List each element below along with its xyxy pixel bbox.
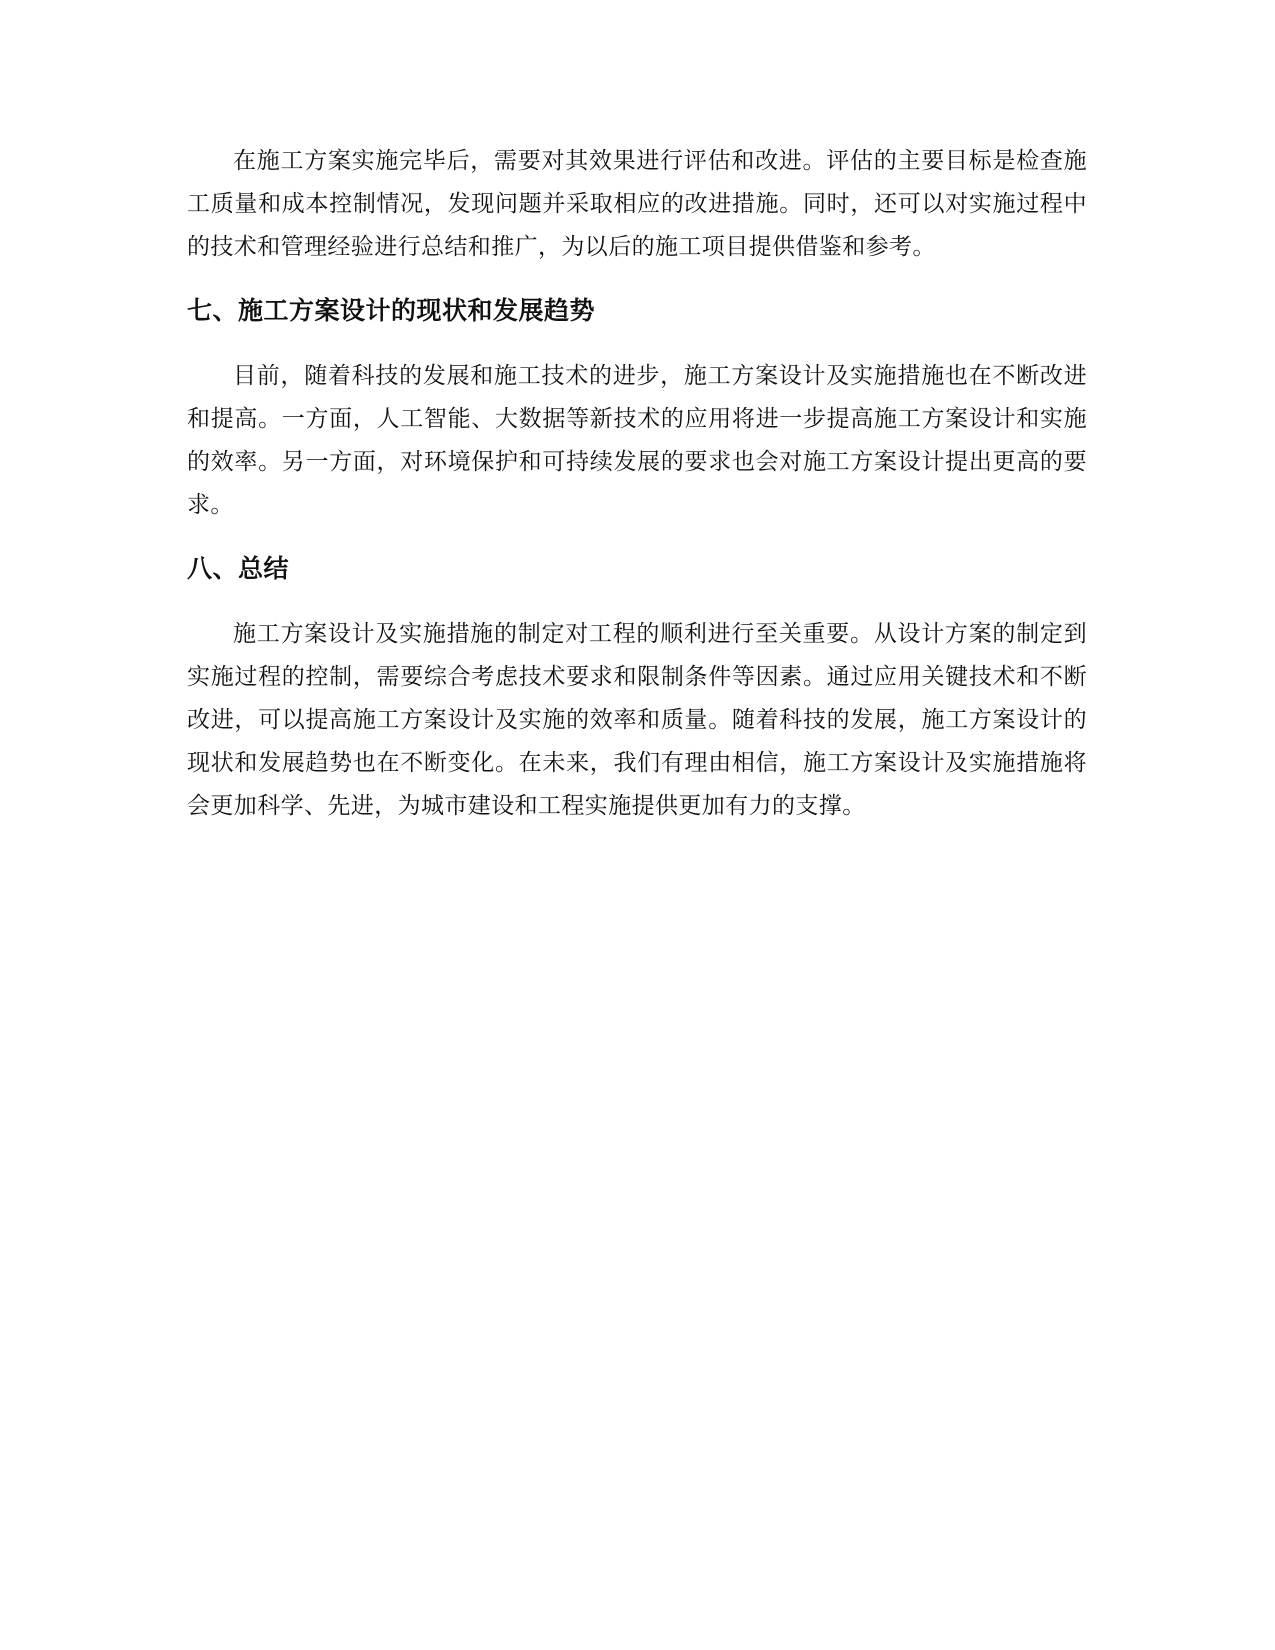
evaluation-paragraph: 在施工方案实施完毕后，需要对其效果进行评估和改进。评估的主要目标是检查施工质量和成本控制情况，发现问题并采取相应的改进措施。同时，还可以对实施过程中的技术和管理经验进行总结和推广，为以后的施工项目提供借鉴和参考。 — [187, 148, 1087, 260]
trends-paragraph: 目前，随着科技的发展和施工技术的进步，施工方案设计及实施措施也在不断改进和提高。一方面，人工智能、大数据等新技术的应用将进一步提高施工方案设计和实施的效率。另一方面，对环境保护和可持续发展的要求也会对施工方案设计提出更高的要求。 — [187, 363, 1087, 518]
summary-paragraph: 施工方案设计及实施措施的制定对工程的顺利进行至关重要。从设计方案的制定到实施过程的控制，需要综合考虑技术要求和限制条件等因素。通过应用关键技术和不断改进，可以提高施工方案设计及实施的效率和质量。随着科技的发展，施工方案设计的现状和发展趋势也在不断变化。在未来，我们有理由相信，施工方案设计及实施措施将会更加科学、先进，为城市建设和工程实施提供更加有力的支撑。 — [187, 621, 1087, 819]
section-8-heading: 八、总结 — [187, 554, 290, 583]
document-page — [187, 140, 1087, 828]
spacer — [187, 269, 1087, 291]
section-7-heading: 七、施工方案设计的现状和发展趋势 — [187, 296, 596, 325]
spacer — [187, 589, 1087, 613]
spacer — [187, 527, 1087, 549]
spacer — [187, 331, 1087, 355]
